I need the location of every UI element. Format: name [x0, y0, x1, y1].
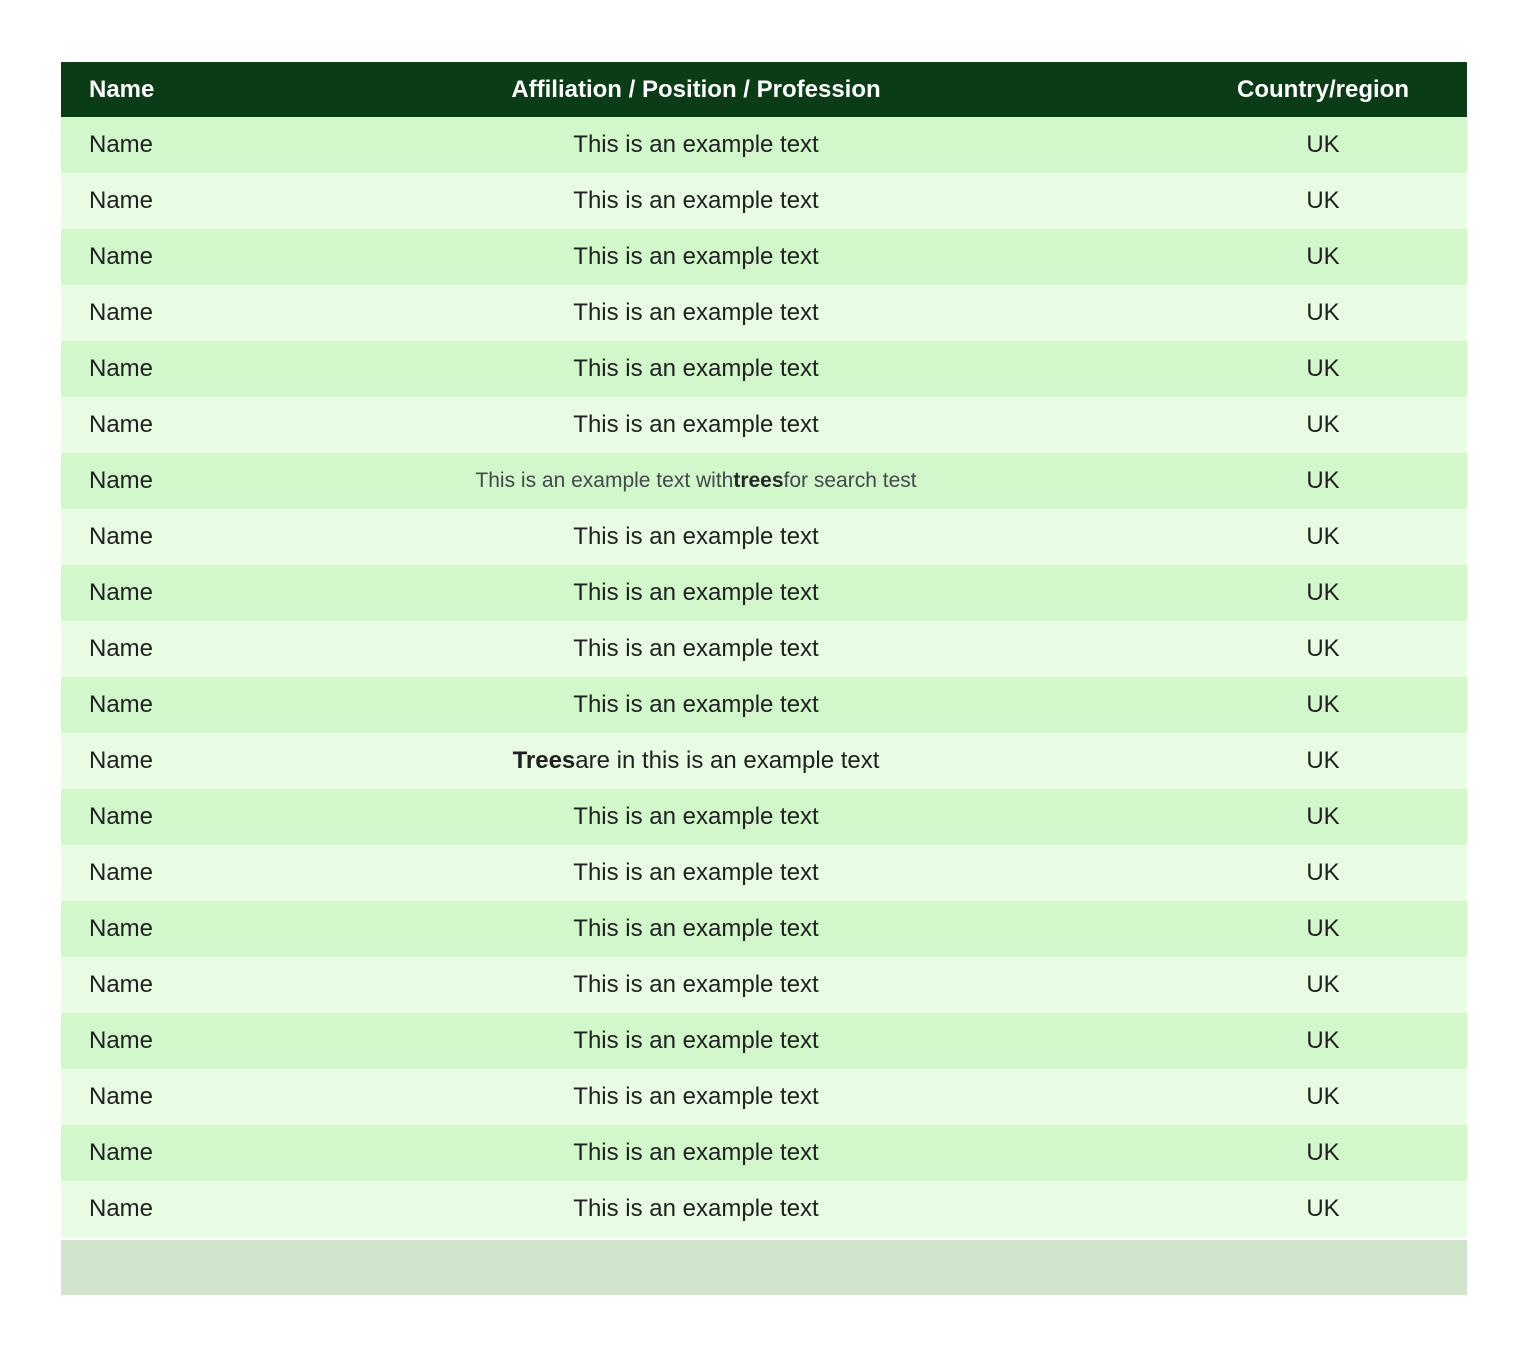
cell-country: UK — [1306, 411, 1340, 438]
cell-affiliation: This is an example text — [573, 1083, 819, 1110]
cell-country: UK — [1306, 187, 1340, 214]
table-row — [61, 957, 1467, 1013]
cell-country: UK — [1306, 971, 1340, 998]
cell-name: Name — [89, 1139, 154, 1166]
cell-name: Name — [89, 1195, 154, 1222]
table-row — [61, 229, 1467, 285]
table-row — [61, 509, 1467, 565]
cell-name: Name — [89, 859, 154, 886]
cell-country: UK — [1306, 131, 1340, 158]
cell-country: UK — [1306, 523, 1340, 550]
cell-name: Name — [89, 243, 154, 270]
cell-name: Name — [89, 1027, 154, 1054]
cell-affiliation: This is an example text — [573, 1027, 819, 1054]
column-header-name: Name — [89, 75, 155, 103]
cell-name: Name — [89, 747, 154, 774]
cell-name: Name — [89, 1083, 154, 1110]
cell-country: UK — [1306, 803, 1340, 830]
cell-name: Name — [89, 187, 154, 214]
cell-affiliation: This is an example text — [573, 355, 819, 382]
cell-country: UK — [1306, 1139, 1340, 1166]
cell-name: Name — [89, 523, 154, 550]
table-row — [61, 173, 1467, 229]
cell-name: Name — [89, 691, 154, 718]
cell-affiliation: This is an example text — [573, 915, 819, 942]
cell-country: UK — [1306, 635, 1340, 662]
cell-country: UK — [1306, 1083, 1340, 1110]
table-row — [61, 1181, 1467, 1237]
cell-country: UK — [1306, 691, 1340, 718]
table-row — [61, 453, 1467, 509]
table-row — [61, 621, 1467, 677]
cell-name: Name — [89, 579, 154, 606]
cell-name: Name — [89, 467, 154, 494]
table-row — [61, 117, 1467, 173]
cell-country: UK — [1306, 243, 1340, 270]
table-footer-row — [61, 1237, 1467, 1295]
cell-country: UK — [1306, 747, 1340, 774]
cell-affiliation: This is an example text — [573, 691, 819, 718]
cell-name: Name — [89, 803, 154, 830]
table-row — [61, 1069, 1467, 1125]
cell-affiliation: This is an example text — [573, 859, 819, 886]
cell-country: UK — [1306, 579, 1340, 606]
cell-affiliation: This is an example text — [573, 971, 819, 998]
cell-affiliation: This is an example text — [573, 1139, 819, 1166]
cell-affiliation: This is an example text — [573, 579, 819, 606]
cell-affiliation: This is an example text — [573, 131, 819, 158]
cell-name: Name — [89, 915, 154, 942]
cell-affiliation: Trees are in this is an example text — [512, 747, 880, 774]
cell-affiliation: This is an example text — [573, 803, 819, 830]
cell-name: Name — [89, 971, 154, 998]
table-body — [61, 117, 1467, 1237]
table-header-row — [61, 62, 1467, 117]
column-header-country: Country/region — [1237, 75, 1409, 103]
cell-affiliation: This is an example text — [573, 243, 819, 270]
cell-country: UK — [1306, 1195, 1340, 1222]
cell-name: Name — [89, 411, 154, 438]
table-row — [61, 845, 1467, 901]
table-row — [61, 1125, 1467, 1181]
cell-affiliation: This is an example text — [573, 523, 819, 550]
cell-country: UK — [1306, 355, 1340, 382]
cell-country: UK — [1306, 299, 1340, 326]
table-row — [61, 733, 1467, 789]
cell-name: Name — [89, 131, 154, 158]
table-row — [61, 789, 1467, 845]
table-row — [61, 565, 1467, 621]
cell-country: UK — [1306, 915, 1340, 942]
cell-country: UK — [1306, 1027, 1340, 1054]
table-row — [61, 901, 1467, 957]
table-row — [61, 1013, 1467, 1069]
cell-name: Name — [89, 299, 154, 326]
cell-affiliation: This is an example text with trees for search test — [475, 469, 917, 492]
cell-name: Name — [89, 355, 154, 382]
table-row — [61, 677, 1467, 733]
cell-affiliation: This is an example text — [573, 187, 819, 214]
cell-affiliation: This is an example text — [573, 299, 819, 326]
column-header-affiliation: Affiliation / Position / Profession — [511, 75, 881, 103]
table-row — [61, 285, 1467, 341]
table-row — [61, 397, 1467, 453]
data-table — [61, 62, 1467, 1295]
cell-affiliation: This is an example text — [573, 1195, 819, 1222]
cell-country: UK — [1306, 467, 1340, 494]
table-row — [61, 341, 1467, 397]
cell-country: UK — [1306, 859, 1340, 886]
cell-affiliation: This is an example text — [573, 635, 819, 662]
cell-affiliation: This is an example text — [573, 411, 819, 438]
cell-name: Name — [89, 635, 154, 662]
